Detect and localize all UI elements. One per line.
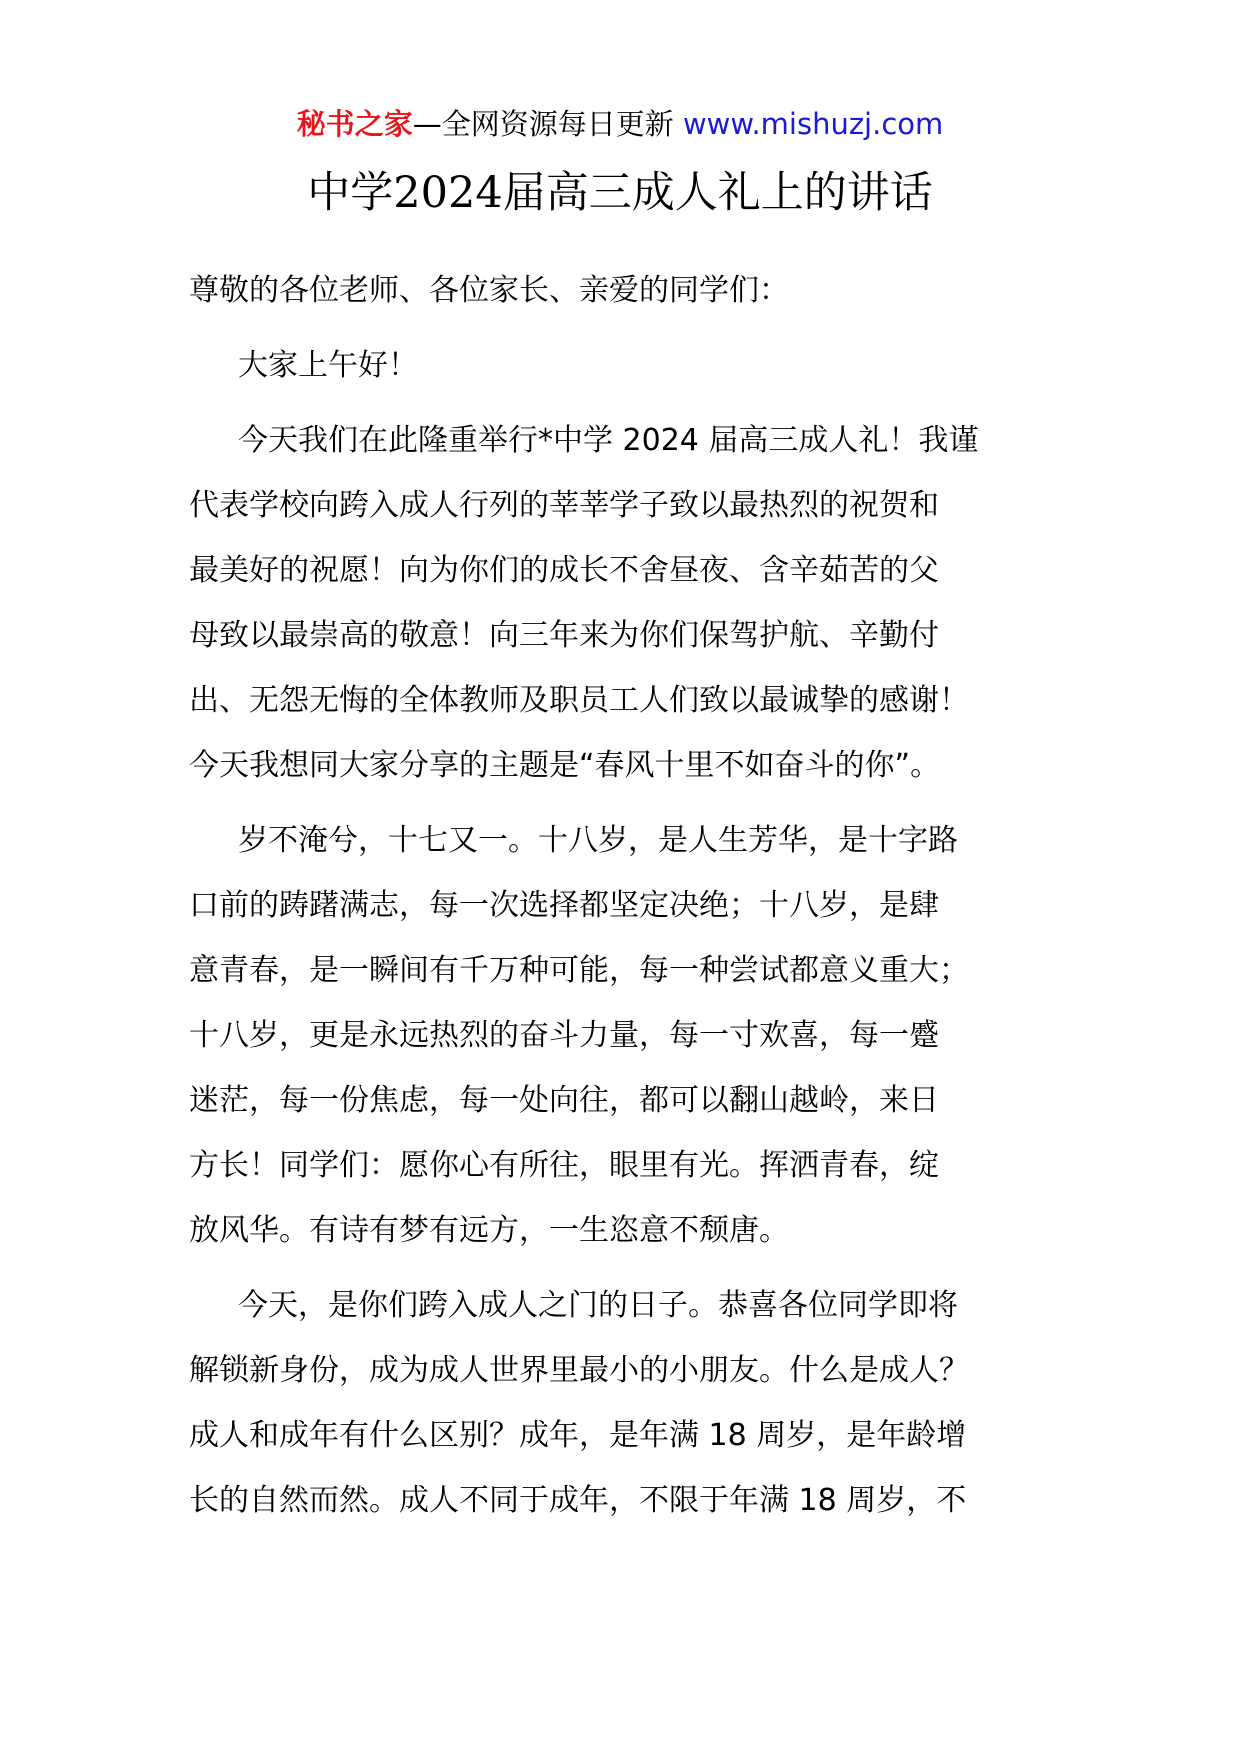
site-url-link[interactable]: www.mishuzj.com (682, 107, 944, 141)
paragraph-line: 大家上午好！ (238, 348, 418, 383)
paragraph-line: 岁不淹兮，十七又一。十八岁，是人生芳华，是十字路 (238, 823, 958, 858)
paragraph-line: 今天我们在此隆重举行*中学 2024 届高三成人礼！我谨 (238, 423, 979, 458)
paragraph-line: 今天我想同大家分享的主题是“春风十里不如奋斗的你”。 (189, 748, 941, 783)
document-body (189, 258, 1069, 1533)
paragraph-line: 今天，是你们跨入成人之门的日子。恭喜各位同学即将 (238, 1288, 958, 1323)
paragraph-line: 解锁新身份，成为成人世界里最小的小朋友。什么是成人？ (189, 1353, 969, 1388)
paragraph-line: 口前的踌躇满志，每一次选择都坚定决绝；十八岁，是肆 (189, 888, 939, 923)
paragraph-line: 长的自然而然。成人不同于成年，不限于年满 18 周岁，不 (189, 1483, 967, 1518)
site-tagline: —全网资源每日更新 (412, 107, 683, 141)
paragraph-opening (189, 408, 1069, 798)
paragraph-line: 十八岁，更是永远热烈的奋斗力量，每一寸欢喜，每一蹙 (189, 1018, 939, 1053)
paragraph-eighteen (189, 808, 1069, 1263)
paragraph-adulthood (189, 1273, 1069, 1533)
paragraph-line: 母致以最崇高的敬意！向三年来为你们保驾护航、辛勤付 (189, 618, 939, 653)
paragraph-line: 成人和成年有什么区别？成年，是年满 18 周岁，是年龄增 (189, 1418, 967, 1453)
title-year: 2024 (393, 168, 503, 218)
title-prefix: 中学 (307, 168, 394, 218)
paragraph-line: 放风华。有诗有梦有远方，一生恣意不颓唐。 (189, 1213, 789, 1248)
salutation: 尊敬的各位老师、各位家长、亲爱的同学们： (189, 273, 789, 308)
paragraph-line: 方长！同学们：愿你心有所往，眼里有光。挥洒青春，绽 (189, 1148, 939, 1183)
paragraph-line: 代表学校向跨入成人行列的莘莘学子致以最热烈的祝贺和 (189, 488, 939, 523)
paragraph-line: 最美好的祝愿！向为你们的成长不舍昼夜、含辛茹苦的父 (189, 553, 939, 588)
title-suffix: 届高三成人礼上的讲话 (502, 168, 933, 218)
paragraph-line: 意青春，是一瞬间有千万种可能，每一种尝试都意义重大； (189, 953, 969, 988)
document-title (0, 163, 1240, 223)
paragraph-greeting (189, 333, 1069, 398)
paragraph-line: 迷茫，每一份焦虑，每一处向往，都可以翻山越岭，来日 (189, 1083, 939, 1118)
paragraph-line: 出、无怨无悔的全体教师及职员工人们致以最诚挚的感谢！ (189, 683, 969, 718)
site-header (0, 102, 1240, 146)
site-brand: 秘书之家 (296, 107, 413, 141)
